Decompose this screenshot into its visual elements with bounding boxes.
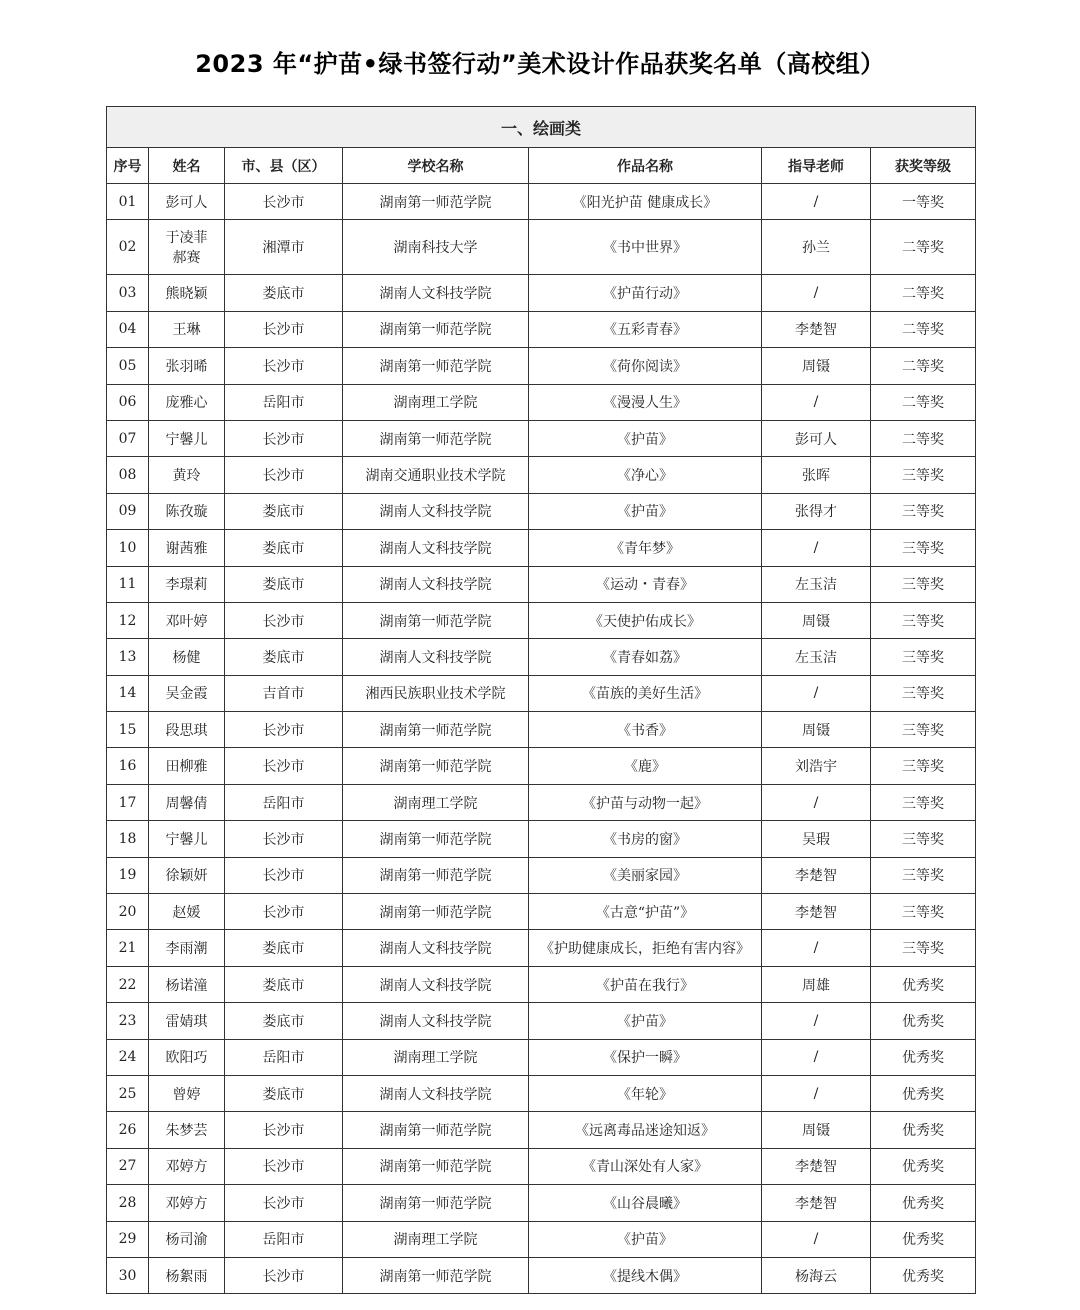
award-cell: 三等奖	[871, 748, 976, 784]
award-cell: 二等奖	[871, 275, 976, 311]
index-cell: 02	[107, 220, 149, 275]
index-cell: 19	[107, 857, 149, 893]
city-cell: 长沙市	[225, 857, 343, 893]
work-cell: 《山谷晨曦》	[529, 1185, 762, 1221]
school-cell: 湖南第一师范学院	[343, 1112, 529, 1148]
city-cell: 湘潭市	[225, 220, 343, 275]
teacher-cell: /	[762, 930, 871, 966]
index-cell: 04	[107, 311, 149, 347]
work-cell: 《五彩青春》	[529, 311, 762, 347]
table-row	[107, 1039, 976, 1075]
award-cell: 三等奖	[871, 566, 976, 602]
work-cell: 《青春如荔》	[529, 639, 762, 675]
table-row	[107, 821, 976, 857]
index-cell: 28	[107, 1185, 149, 1221]
city-cell: 娄底市	[225, 1003, 343, 1039]
school-cell: 湖南理工学院	[343, 784, 529, 820]
table-row	[107, 894, 976, 930]
table-row	[107, 1112, 976, 1148]
name-cell: 邓叶婷	[149, 602, 225, 638]
city-cell: 长沙市	[225, 457, 343, 493]
teacher-cell: 杨海云	[762, 1257, 871, 1293]
table-row	[107, 966, 976, 1002]
work-cell: 《青山深处有人家》	[529, 1148, 762, 1184]
city-cell: 长沙市	[225, 602, 343, 638]
teacher-cell: 李楚智	[762, 894, 871, 930]
award-cell: 二等奖	[871, 311, 976, 347]
index-cell: 30	[107, 1257, 149, 1293]
school-cell: 湘西民族职业技术学院	[343, 675, 529, 711]
award-cell: 三等奖	[871, 712, 976, 748]
school-cell: 湖南人文科技学院	[343, 530, 529, 566]
name-cell: 陈孜璇	[149, 493, 225, 529]
work-cell: 《护苗》	[529, 420, 762, 456]
school-cell: 湖南科技大学	[343, 220, 529, 275]
col-header-school: 学校名称	[343, 148, 529, 184]
school-cell: 湖南人文科技学院	[343, 639, 529, 675]
city-cell: 娄底市	[225, 493, 343, 529]
work-cell: 《护助健康成长，拒绝有害内容》	[529, 930, 762, 966]
index-cell: 27	[107, 1148, 149, 1184]
index-cell: 05	[107, 348, 149, 384]
school-cell: 湖南交通职业技术学院	[343, 457, 529, 493]
index-cell: 10	[107, 530, 149, 566]
city-cell: 岳阳市	[225, 384, 343, 420]
work-cell: 《书房的窗》	[529, 821, 762, 857]
name-cell: 欧阳巧	[149, 1039, 225, 1075]
school-cell: 湖南第一师范学院	[343, 1148, 529, 1184]
table-row	[107, 1003, 976, 1039]
work-cell: 《护苗与动物一起》	[529, 784, 762, 820]
table-row	[107, 784, 976, 820]
name-cell: 杨健	[149, 639, 225, 675]
school-cell: 湖南人文科技学院	[343, 966, 529, 1002]
name-cell: 谢茜雅	[149, 530, 225, 566]
award-cell: 二等奖	[871, 220, 976, 275]
table-row	[107, 857, 976, 893]
name-cell: 宁馨儿	[149, 821, 225, 857]
work-cell: 《年轮》	[529, 1075, 762, 1111]
city-cell: 长沙市	[225, 311, 343, 347]
col-header-city: 市、县（区）	[225, 148, 343, 184]
teacher-cell: 吴瑕	[762, 821, 871, 857]
name-cell: 黄玲	[149, 457, 225, 493]
index-cell: 07	[107, 420, 149, 456]
award-cell: 优秀奖	[871, 1185, 976, 1221]
work-cell: 《漫漫人生》	[529, 384, 762, 420]
name-cell: 李璟莉	[149, 566, 225, 602]
award-cell: 三等奖	[871, 857, 976, 893]
table-row	[107, 311, 976, 347]
school-cell: 湖南第一师范学院	[343, 348, 529, 384]
table-row	[107, 1185, 976, 1221]
index-cell: 20	[107, 894, 149, 930]
award-table	[106, 106, 976, 1294]
work-cell: 《鹿》	[529, 748, 762, 784]
award-cell: 一等奖	[871, 184, 976, 220]
table-row	[107, 1257, 976, 1293]
name-cell: 雷婧琪	[149, 1003, 225, 1039]
table-row	[107, 420, 976, 456]
table-row	[107, 530, 976, 566]
index-cell: 18	[107, 821, 149, 857]
name-cell: 邓婷方	[149, 1185, 225, 1221]
city-cell: 长沙市	[225, 420, 343, 456]
city-cell: 岳阳市	[225, 1221, 343, 1257]
table-row	[107, 602, 976, 638]
award-cell: 优秀奖	[871, 966, 976, 1002]
index-cell: 06	[107, 384, 149, 420]
table-row	[107, 639, 976, 675]
index-cell: 26	[107, 1112, 149, 1148]
name-cell: 熊晓颖	[149, 275, 225, 311]
table-row	[107, 1221, 976, 1257]
teacher-cell: /	[762, 1221, 871, 1257]
index-cell: 29	[107, 1221, 149, 1257]
school-cell: 湖南第一师范学院	[343, 311, 529, 347]
col-header-award: 获奖等级	[871, 148, 976, 184]
teacher-cell: /	[762, 1075, 871, 1111]
table-row	[107, 748, 976, 784]
name-cell: 田柳雅	[149, 748, 225, 784]
work-cell: 《美丽家园》	[529, 857, 762, 893]
name-cell: 彭可人	[149, 184, 225, 220]
work-cell: 《书香》	[529, 712, 762, 748]
school-cell: 湖南第一师范学院	[343, 184, 529, 220]
name-cell: 周馨倩	[149, 784, 225, 820]
name-cell: 邓婷方	[149, 1148, 225, 1184]
award-cell: 优秀奖	[871, 1003, 976, 1039]
teacher-cell: /	[762, 275, 871, 311]
teacher-cell: /	[762, 184, 871, 220]
index-cell: 23	[107, 1003, 149, 1039]
index-cell: 12	[107, 602, 149, 638]
index-cell: 21	[107, 930, 149, 966]
award-cell: 二等奖	[871, 384, 976, 420]
table-row	[107, 493, 976, 529]
name-cell: 徐颖妍	[149, 857, 225, 893]
work-cell: 《保护一瞬》	[529, 1039, 762, 1075]
index-cell: 01	[107, 184, 149, 220]
teacher-cell: /	[762, 1039, 871, 1075]
index-cell: 16	[107, 748, 149, 784]
city-cell: 岳阳市	[225, 784, 343, 820]
name-cell: 朱梦芸	[149, 1112, 225, 1148]
table-row	[107, 348, 976, 384]
school-cell: 湖南人文科技学院	[343, 1075, 529, 1111]
index-cell: 03	[107, 275, 149, 311]
teacher-cell: 周镊	[762, 348, 871, 384]
award-cell: 三等奖	[871, 602, 976, 638]
city-cell: 娄底市	[225, 639, 343, 675]
award-cell: 三等奖	[871, 493, 976, 529]
name-cell: 王琳	[149, 311, 225, 347]
index-cell: 15	[107, 712, 149, 748]
city-cell: 长沙市	[225, 821, 343, 857]
teacher-cell: 周镊	[762, 1112, 871, 1148]
table-row	[107, 1075, 976, 1111]
col-header-teacher: 指导老师	[762, 148, 871, 184]
award-cell: 三等奖	[871, 457, 976, 493]
city-cell: 娄底市	[225, 566, 343, 602]
work-cell: 《净心》	[529, 457, 762, 493]
city-cell: 长沙市	[225, 348, 343, 384]
teacher-cell: 周镊	[762, 712, 871, 748]
school-cell: 湖南第一师范学院	[343, 420, 529, 456]
name-cell: 段思琪	[149, 712, 225, 748]
award-cell: 优秀奖	[871, 1257, 976, 1293]
name-cell: 张羽晞	[149, 348, 225, 384]
col-header-work: 作品名称	[529, 148, 762, 184]
teacher-cell: 周雄	[762, 966, 871, 1002]
work-cell: 《护苗》	[529, 493, 762, 529]
city-cell: 长沙市	[225, 1148, 343, 1184]
teacher-cell: 李楚智	[762, 311, 871, 347]
award-cell: 二等奖	[871, 420, 976, 456]
table-row	[107, 184, 976, 220]
school-cell: 湖南理工学院	[343, 384, 529, 420]
teacher-cell: 彭可人	[762, 420, 871, 456]
name-cell: 吴金霞	[149, 675, 225, 711]
section-title: 一、绘画类	[107, 107, 976, 148]
award-cell: 三等奖	[871, 894, 976, 930]
award-cell: 优秀奖	[871, 1221, 976, 1257]
school-cell: 湖南人文科技学院	[343, 275, 529, 311]
school-cell: 湖南理工学院	[343, 1039, 529, 1075]
table-row	[107, 930, 976, 966]
index-cell: 13	[107, 639, 149, 675]
index-cell: 08	[107, 457, 149, 493]
school-cell: 湖南第一师范学院	[343, 1257, 529, 1293]
work-cell: 《护苗》	[529, 1221, 762, 1257]
work-cell: 《阳光护苗 健康成长》	[529, 184, 762, 220]
teacher-cell: 李楚智	[762, 1185, 871, 1221]
school-cell: 湖南第一师范学院	[343, 821, 529, 857]
award-cell: 优秀奖	[871, 1039, 976, 1075]
school-cell: 湖南人文科技学院	[343, 493, 529, 529]
school-cell: 湖南第一师范学院	[343, 894, 529, 930]
section-header-row	[107, 107, 976, 148]
city-cell: 娄底市	[225, 966, 343, 1002]
teacher-cell: 张得才	[762, 493, 871, 529]
work-cell: 《青年梦》	[529, 530, 762, 566]
name-cell: 庞雅心	[149, 384, 225, 420]
work-cell: 《远离毒品迷途知返》	[529, 1112, 762, 1148]
name-cell: 杨絮雨	[149, 1257, 225, 1293]
name-cell: 曾婷	[149, 1075, 225, 1111]
teacher-cell: /	[762, 784, 871, 820]
col-header-name: 姓名	[149, 148, 225, 184]
award-cell: 优秀奖	[871, 1148, 976, 1184]
table-row	[107, 712, 976, 748]
work-cell: 《荷你阅读》	[529, 348, 762, 384]
award-cell: 优秀奖	[871, 1075, 976, 1111]
index-cell: 25	[107, 1075, 149, 1111]
school-cell: 湖南第一师范学院	[343, 712, 529, 748]
award-cell: 三等奖	[871, 784, 976, 820]
teacher-cell: 左玉洁	[762, 639, 871, 675]
teacher-cell: 左玉洁	[762, 566, 871, 602]
table-row	[107, 457, 976, 493]
city-cell: 长沙市	[225, 184, 343, 220]
name-cell: 杨司渝	[149, 1221, 225, 1257]
name-cell: 杨诺潼	[149, 966, 225, 1002]
name-cell: 宁馨儿	[149, 420, 225, 456]
index-cell: 09	[107, 493, 149, 529]
school-cell: 湖南人文科技学院	[343, 566, 529, 602]
table-row	[107, 566, 976, 602]
table-row	[107, 384, 976, 420]
work-cell: 《护苗行动》	[529, 275, 762, 311]
school-cell: 湖南理工学院	[343, 1221, 529, 1257]
teacher-cell: /	[762, 384, 871, 420]
teacher-cell: /	[762, 1003, 871, 1039]
table-row	[107, 1148, 976, 1184]
work-cell: 《古意“护苗”》	[529, 894, 762, 930]
page-title: 2023 年“护苗•绿书签行动”美术设计作品获奖名单（高校组）	[195, 50, 885, 78]
city-cell: 长沙市	[225, 894, 343, 930]
school-cell: 湖南人文科技学院	[343, 930, 529, 966]
index-cell: 24	[107, 1039, 149, 1075]
work-cell: 《护苗》	[529, 1003, 762, 1039]
award-cell: 二等奖	[871, 348, 976, 384]
work-cell: 《提线木偶》	[529, 1257, 762, 1293]
teacher-cell: 刘浩宇	[762, 748, 871, 784]
school-cell: 湖南第一师范学院	[343, 857, 529, 893]
school-cell: 湖南第一师范学院	[343, 1185, 529, 1221]
name-cell: 于凌菲 郝赛	[149, 220, 225, 275]
work-cell: 《运动・青春》	[529, 566, 762, 602]
city-cell: 娄底市	[225, 930, 343, 966]
index-cell: 17	[107, 784, 149, 820]
name-cell: 赵媛	[149, 894, 225, 930]
city-cell: 吉首市	[225, 675, 343, 711]
award-cell: 三等奖	[871, 530, 976, 566]
school-cell: 湖南第一师范学院	[343, 602, 529, 638]
school-cell: 湖南第一师范学院	[343, 748, 529, 784]
city-cell: 长沙市	[225, 712, 343, 748]
name-cell: 李雨潮	[149, 930, 225, 966]
column-header-row	[107, 148, 976, 184]
index-cell: 22	[107, 966, 149, 1002]
teacher-cell: 李楚智	[762, 857, 871, 893]
teacher-cell: 周镊	[762, 602, 871, 638]
city-cell: 娄底市	[225, 275, 343, 311]
teacher-cell: /	[762, 675, 871, 711]
award-cell: 三等奖	[871, 675, 976, 711]
city-cell: 长沙市	[225, 1185, 343, 1221]
table-row	[107, 275, 976, 311]
city-cell: 岳阳市	[225, 1039, 343, 1075]
col-header-index: 序号	[107, 148, 149, 184]
award-cell: 三等奖	[871, 639, 976, 675]
teacher-cell: 孙兰	[762, 220, 871, 275]
award-cell: 三等奖	[871, 821, 976, 857]
city-cell: 娄底市	[225, 1075, 343, 1111]
city-cell: 娄底市	[225, 530, 343, 566]
index-cell: 14	[107, 675, 149, 711]
table-row	[107, 220, 976, 275]
school-cell: 湖南人文科技学院	[343, 1003, 529, 1039]
award-cell: 三等奖	[871, 930, 976, 966]
work-cell: 《护苗在我行》	[529, 966, 762, 1002]
index-cell: 11	[107, 566, 149, 602]
city-cell: 长沙市	[225, 1112, 343, 1148]
award-cell: 优秀奖	[871, 1112, 976, 1148]
city-cell: 长沙市	[225, 1257, 343, 1293]
teacher-cell: /	[762, 530, 871, 566]
teacher-cell: 张晖	[762, 457, 871, 493]
city-cell: 长沙市	[225, 748, 343, 784]
work-cell: 《苗族的美好生活》	[529, 675, 762, 711]
table-row	[107, 675, 976, 711]
work-cell: 《天使护佑成长》	[529, 602, 762, 638]
teacher-cell: 李楚智	[762, 1148, 871, 1184]
work-cell: 《书中世界》	[529, 220, 762, 275]
